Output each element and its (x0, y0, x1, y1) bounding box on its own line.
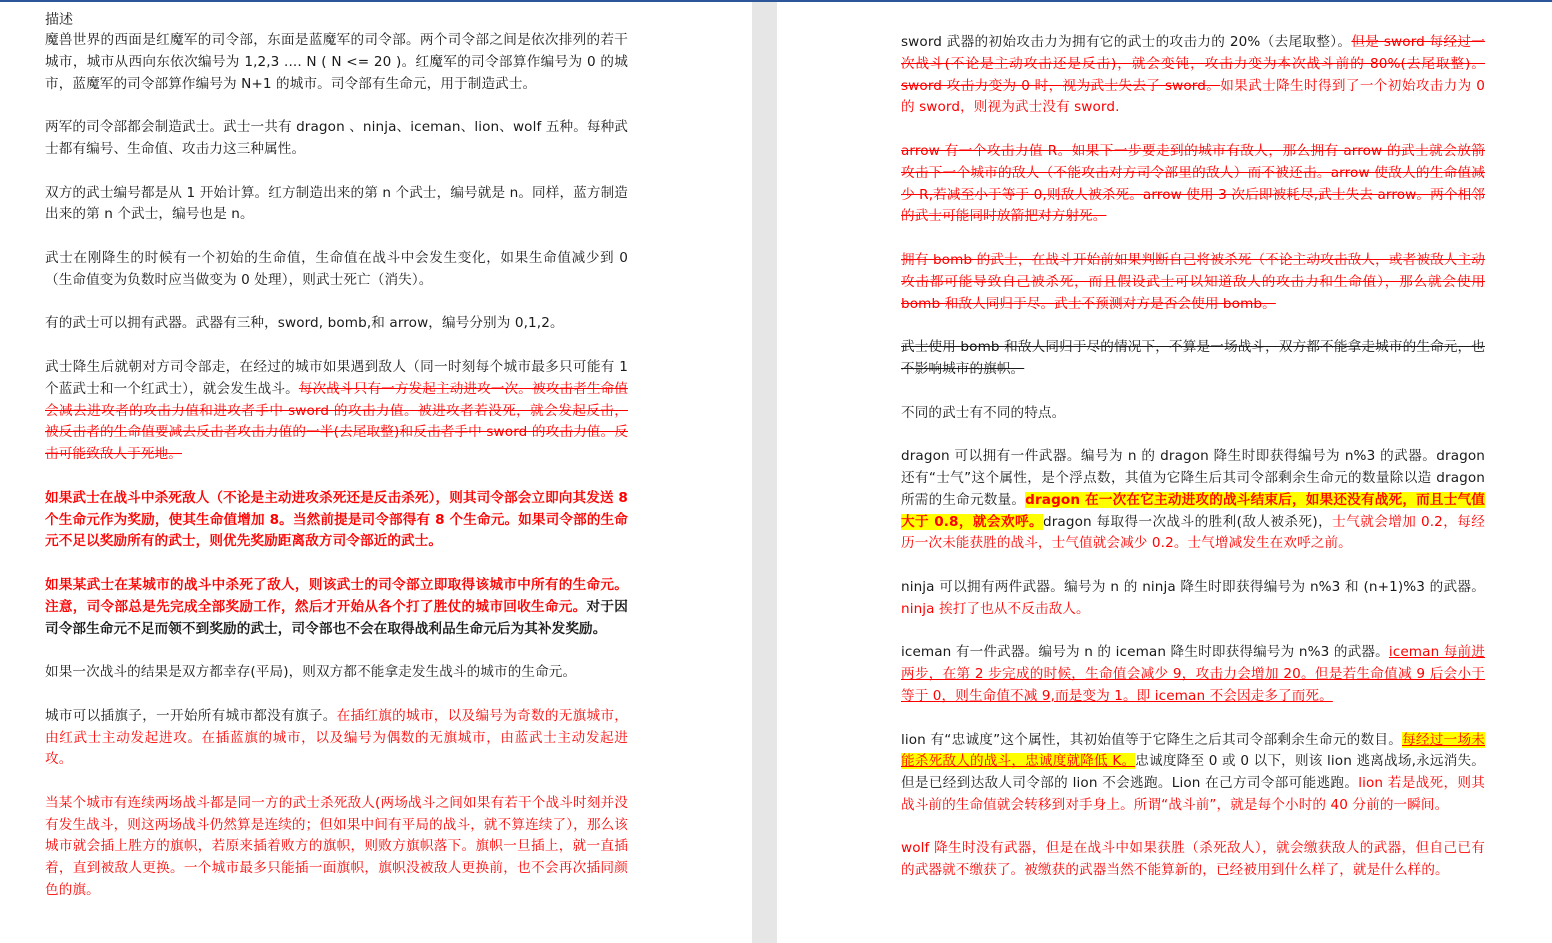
section-heading: 描述 (45, 12, 73, 28)
text-run: 有的武士可以拥有武器。武器有三种，sword, bomb,和 arrow，编号分别为 0,1,2。 (45, 315, 564, 332)
paragraph (45, 248, 628, 292)
text-run: 魔兽世界的西面是红魔军的司令部，东面是蓝魔军的司令部。两个司令部之间是依次排列的若干城市，城市从西向东依次编号为 1,2,3 .... N ( N <= 20 )。红魔军的司令部算作编号为 0 的城市，蓝魔军的司令部算作编号为 N+1 的城市。司令部有生命元，用于制造武士。 (45, 32, 628, 92)
paragraph (45, 706, 628, 771)
text-run: arrow 有一个攻击力值 R。如果下一步要走到的城市有敌人，那么拥有 arrow 的武士就会放箭攻击下一个城市的敌人（不能攻击对方司令部里的敌人）而不被还击。arrow 使敌人的生命值减少 R,若减至小于等于 0,则敌人被杀死。arrow 使用 3 次后即被耗尽,武士失去 arrow。两个相邻的武士可能同时放箭把对方射死。 (901, 142, 1485, 225)
text-run: dragon 在一次在它主动进攻的战斗结束后，如果还没有战死，而且士气值大于 0.8，就会欢呼。 (901, 491, 1485, 530)
paragraph (901, 141, 1485, 228)
text-run: 如果武士降生时得到了一个初始攻击力为 0 的 sword，则视为武士没有 sword. (901, 77, 1485, 116)
paragraph (901, 730, 1485, 817)
paragraph (901, 337, 1485, 381)
text-run: 在插红旗的城市，以及编号为奇数的无旗城市，由红武士主动发起进攻。在插蓝旗的城市，以及编号为偶数的无旗城市，由蓝武士主动发起进攻。 (45, 707, 628, 768)
text-run: lion 有“忠诚度”这个属性，其初始值等于它降生之后其司令部剩余生命元的数目。 (901, 731, 1403, 748)
text-run: ninja 可以拥有两件武器。编号为 n 的 ninja 降生时即获得编号为 n%3 和 (n+1)%3 的武器。 (901, 578, 1485, 595)
text-run: 武士使用 bomb 和敌人同归于尽的情况下，不算是一场战斗，双方都不能拿走城市的生命元，也不影响城市的旗帜。 (901, 339, 1485, 377)
paragraph (901, 446, 1485, 555)
text-run: 但是 sword 每经过一次战斗(不论是主动攻击还是反击)，就会变钝，攻击力变为本次战斗前的 80%(去尾取整)。sword 攻击力变为 0 时，视为武士失去了 sword。 (901, 34, 1486, 94)
paragraph (901, 642, 1485, 707)
text-run: 如果一次战斗的结果是双方都幸存(平局)，则双方都不能拿走发生战斗的城市的生命元。 (45, 664, 577, 681)
paragraph (901, 32, 1485, 119)
text-run: 双方的武士编号都是从 1 开始计算。红方制造出来的第 n 个武士，编号就是 n。同样，蓝方制造出来的第 n 个武士，编号也是 n。 (45, 184, 628, 223)
text-run: 城市可以插旗子，一开始所有城市都没有旗子。 (45, 707, 337, 724)
paragraph (45, 793, 628, 902)
paragraph (45, 575, 628, 640)
page-left-content (45, 10, 628, 924)
text-run: 如果某武士在某城市的战斗中杀死了敌人，则该武士的司令部立即取得该城市中所有的生命元。注意，司令部总是先完成全部奖励工作，然后才开始从各个打了胜仗的城市回收生命元。 (45, 576, 628, 615)
text-run: 不同的武士有不同的特点。 (901, 404, 1066, 421)
text-run: 当某个城市有连续两场战斗都是同一方的武士杀死敌人(两场战斗之间如果有若干个战斗时刻并没有发生战斗，则这两场战斗仍然算是连续的；但如果中间有平局的战斗，就不算连续了），那么该城市就会插上胜方的旗帜，若原来插着败方的旗帜，则败方旗帜落下。旗帜一旦插上，就一直插着，直到被敌人更换。一个城市最多只能插一面旗帜，旗帜没被敌人更换前，也不会再次插同颜色的旗。 (45, 794, 628, 899)
document-page-right[interactable] (777, 2, 1552, 943)
page-right-content (901, 32, 1485, 904)
text-run: lion 若是战死，则其战斗前的生命值就会转移到对手身上。所谓“战斗前”，就是每个小时的 40 分前的一瞬间。 (901, 775, 1485, 813)
text-run: 如果武士在战斗中杀死敌人（不论是主动进攻杀死还是反击杀死），则其司令部会立即向其发送 8 个生命元作为奖励，使其生命值增加 8。当然前提是司令部得有 8 个生命元。如果司令部的生命元不足以奖励所有的武士，则优先奖励距离敌方司令部近的武士。 (45, 489, 628, 550)
text-run: dragon 每取得一次战斗的胜利(敌人被杀死)， (1043, 513, 1333, 530)
paragraph (45, 183, 628, 227)
paragraph (901, 838, 1485, 882)
text-run: iceman 有一件武器。编号为 n 的 iceman 降生时即获得编号为 n%3 的武器。 (901, 644, 1389, 661)
text-run: 每经过一场未能杀死敌人的战斗，忠诚度就降低 K。 (901, 731, 1485, 770)
text-run: 武士降生后就朝对方司令部走，在经过的城市如果遇到敌人（同一时刻每个城市最多只可能有 1 个蓝武士和一个红武士），就会发生战斗。 (45, 358, 628, 397)
text-run: 忠诚度降至 0 或 0 以下，则该 lion 逃离战场,永远消失。但是已经到达敌人司令部的 lion 不会逃跑。Lion 在己方司令部可能逃跑。 (901, 753, 1485, 792)
paragraph (45, 117, 628, 161)
paragraph (901, 403, 1485, 425)
text-run: sword 武器的初始攻击力为拥有它的武士的攻击力的 20%（去尾取整）。 (901, 34, 1352, 50)
text-run: 两军的司令部都会制造武士。武士一共有 dragon 、ninja、iceman、lion、wolf 五种。每种武士都有编号、生命值、攻击力这三种属性。 (45, 119, 628, 157)
document-page-left[interactable] (0, 2, 752, 943)
text-run: 士气就会增加 0.2，每经历一次未能获胜的战斗，士气值就会减少 0.2。士气增减发生在欢呼之前。 (901, 513, 1485, 552)
text-run: iceman 每前进两步，在第 2 步完成的时候，生命值会减少 9，攻击力会增加 20。但是若生命值减 9 后会小于等于 0，则生命值不减 9,而是变为 1。即 iceman 不会因走多了而死。 (901, 644, 1485, 704)
text-run: dragon 可以拥有一件武器。编号为 n 的 dragon 降生时即获得编号为 n%3 的武器。dragon 还有“士气”这个属性，是个浮点数，其值为它降生后其司令部剩余生命元的数量除以造 dragon 所需的生命元数量。 (901, 448, 1485, 508)
text-run: wolf 降生时没有武器，但是在战斗中如果获胜（杀死敌人），就会缴获敌人的武器，但自己已有的武器就不缴获了。被缴获的武器当然不能算新的，已经被用到什么样了，就是什么样的。 (901, 840, 1485, 879)
paragraph (45, 30, 628, 95)
paragraph (901, 577, 1485, 621)
text-run: 拥有 bomb 的武士，在战斗开始前如果判断自己将被杀死（不论主动攻击敌人，或者被敌人主动攻击都可能导致自己被杀死，而且假设武士可以知道敌人的攻击力和生命值），那么就会使用 bomb 和敌人同归于尽。武士不预测对方是否会使用 bomb。 (901, 251, 1485, 312)
paragraph (45, 357, 628, 466)
text-run: 武士在刚降生的时候有一个初始的生命值，生命值在战斗中会发生变化，如果生命值减少到 0（生命值变为负数时应当做变为 0 处理），则武士死亡（消失）。 (45, 249, 628, 288)
paragraph (45, 313, 628, 335)
paragraph (901, 250, 1485, 315)
paragraph (45, 488, 628, 553)
text-run: 每次战斗只有一方发起主动进攻一次。被攻击者生命值会减去进攻者的攻击力值和进攻者手中 sword 的攻击力值。被进攻者若没死，就会发起反击，被反击者的生命值要减去反击者攻击力值的一半(去尾取整)和反击者手中 sword 的攻击力值。反击可能致敌人于死地。 (45, 380, 628, 463)
paragraph (45, 662, 628, 684)
text-run: ninja 挨打了也从不反击敌人。 (901, 600, 1090, 617)
text-run: 对于因司令部生命元不足而领不到奖励的武士，司令部也不会在取得战利品生命元后为其补发奖励。 (45, 598, 628, 637)
